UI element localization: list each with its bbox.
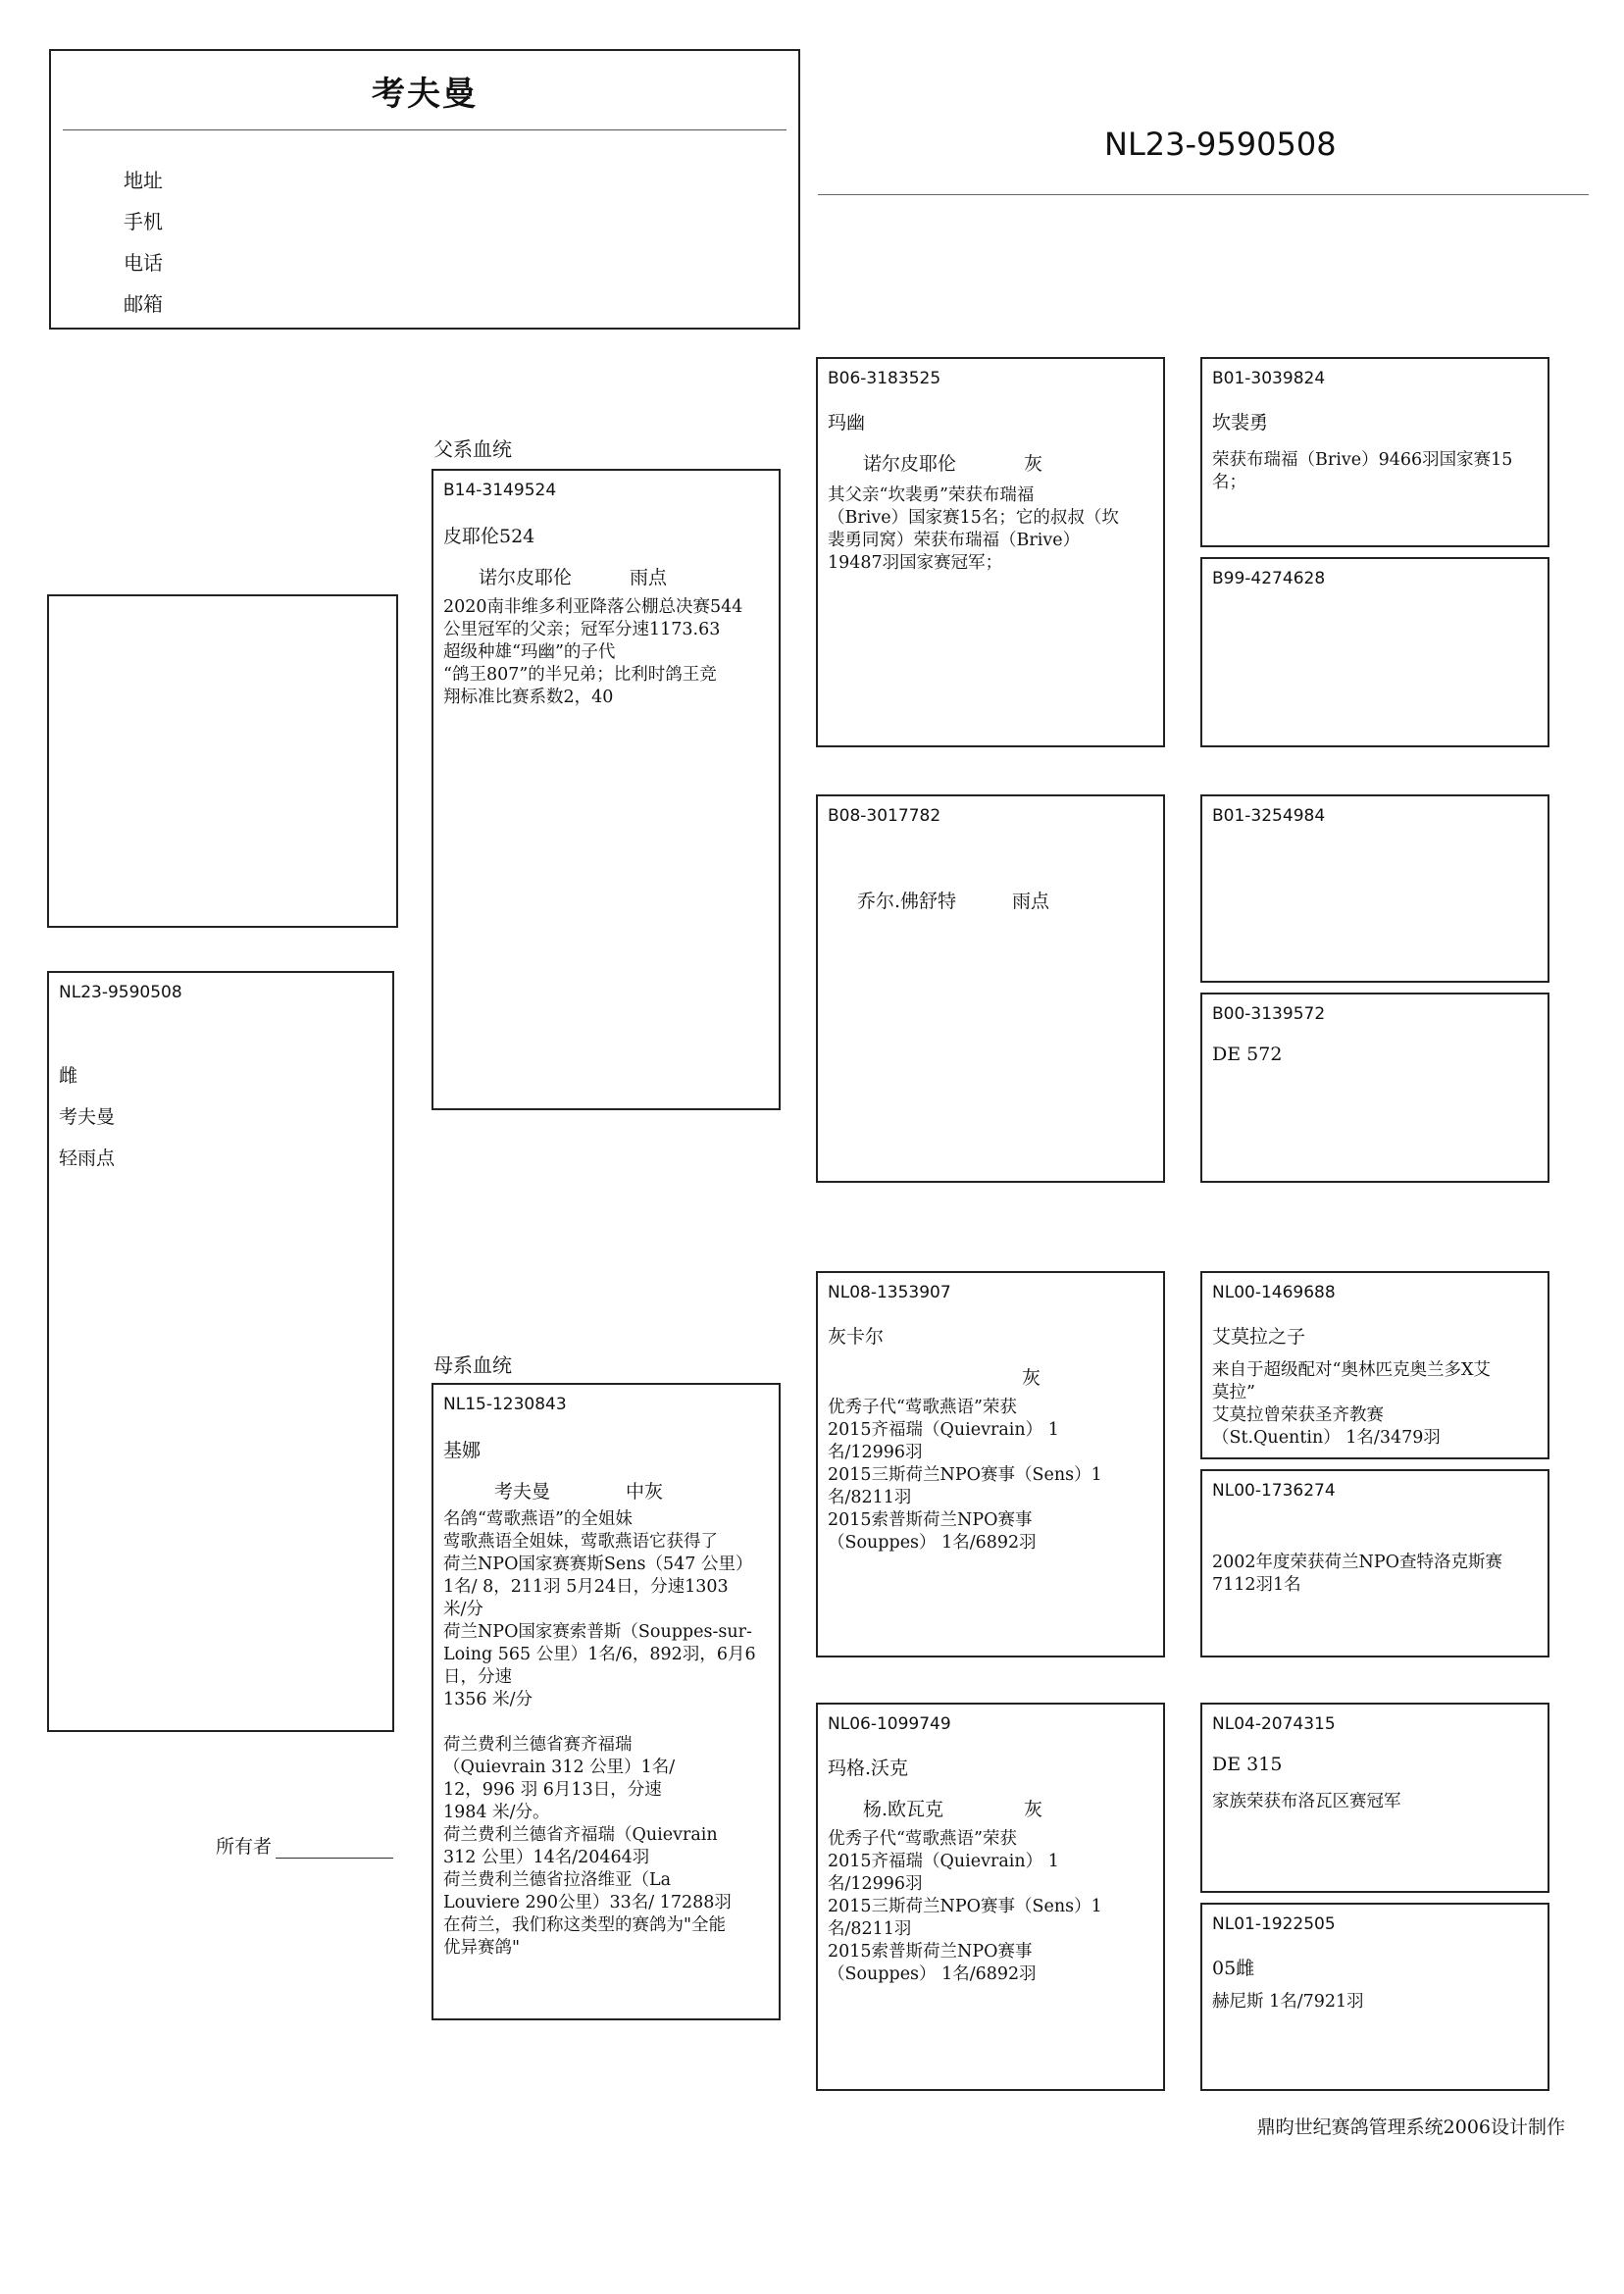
phone-label: 电话: [124, 251, 163, 275]
subject-box: [47, 971, 394, 1732]
dam-dam-color: 灰: [1024, 1799, 1043, 1820]
owner-signature-line: [276, 1840, 393, 1859]
sire-sire-box: [816, 357, 1165, 747]
owner-label: 所有者: [216, 1836, 273, 1858]
ddd-name: 05雌: [1212, 1958, 1255, 1979]
ddd-description: 赫尼斯 1名/7921羽: [1212, 1992, 1364, 2012]
dam-dam-description: 优秀子代“莺歌燕语”荣获 2015齐福瑞（Quievrain） 1 名/12996羽 2015三斯荷兰NPO赛事（Sens）1 名/8211羽 2015索普斯荷兰NPO赛事 （Souppes） 1名/6892羽: [828, 1829, 1102, 1984]
sire-dam-ring: B08-3017782: [828, 806, 941, 826]
divider: [63, 129, 787, 130]
subject-ring: NL23-9590508: [59, 983, 182, 1002]
ssd-ring: B99-4274628: [1212, 569, 1326, 588]
dds-box: [1200, 1703, 1549, 1893]
dam-description: 名鸽“莺歌燕语”的全姐妹 莺歌燕语全姐妹，莺歌燕语它获得了 荷兰NPO国家赛赛斯Sens（547 公里） 1名/ 8，211羽 5月24日，分速1303 米/分 荷兰NPO国家赛索普斯（Souppes-sur- Loing 565 公里）1名/6，892羽，6月6 日，分速 1356 米/分 荷兰费利兰德省赛齐福瑞 （Quievrain 312 公里）1名/ 12，996 羽 6月13日，分速 1984 米/分。 荷兰费利兰德省齐福瑞（Quievrain 312 公里）14名/20464羽 荷兰费利兰德省拉洛维亚（La Louviere 290公里）33名/ 17288羽 在荷兰，我们称这类型的赛鸽为"全能 优异赛鸽": [443, 1509, 756, 1958]
sire-color: 雨点: [630, 567, 668, 588]
mobile-label: 手机: [124, 210, 163, 233]
ddd-box: [1200, 1903, 1549, 2091]
sdd-ring: B00-3139572: [1212, 1004, 1326, 1024]
dss-box: [1200, 1271, 1549, 1459]
ddd-ring: NL01-1922505: [1212, 1914, 1336, 1934]
sire-dam-color: 雨点: [1012, 891, 1050, 912]
sdd-name: DE 572: [1212, 1044, 1283, 1065]
dam-name: 基娜: [443, 1440, 482, 1461]
sss-ring: B01-3039824: [1212, 369, 1326, 388]
dam-box: [431, 1383, 781, 2020]
sire-lineage-label: 父系血统: [433, 437, 512, 461]
dam-sire-description: 优秀子代“莺歌燕语”荣获 2015齐福瑞（Quievrain） 1 名/12996羽 2015三斯荷兰NPO赛事（Sens）1 名/8211羽 2015索普斯荷兰NPO赛事 （Souppes） 1名/6892羽: [828, 1398, 1102, 1553]
sire-dam-box: [816, 794, 1165, 1183]
sire-sire-name: 玛幽: [828, 412, 866, 433]
sss-box: [1200, 357, 1549, 547]
sire-breeder: 诺尔皮耶伦: [479, 567, 573, 588]
sds-box: [1200, 794, 1549, 983]
dam-dam-name: 玛格.沃克: [828, 1758, 909, 1779]
dss-ring: NL00-1469688: [1212, 1283, 1336, 1302]
photo-box: [47, 594, 398, 928]
sire-sire-description: 其父亲“坎裴勇”荣获布瑞福 （Brive）国家赛15名；它的叔叔（坎 裴勇同窝）荣获布瑞福（Brive） 19487羽国家赛冠军；: [828, 485, 1119, 573]
dds-description: 家族荣获布洛瓦区赛冠军: [1212, 1792, 1401, 1811]
sire-box: [431, 469, 781, 1110]
ssd-box: [1200, 557, 1549, 747]
dam-breeder: 考夫曼: [494, 1481, 551, 1503]
dam-sire-color: 灰: [1022, 1367, 1041, 1389]
sire-sire-breeder: 诺尔皮耶伦: [863, 453, 957, 475]
sire-sire-ring: B06-3183525: [828, 369, 941, 388]
dss-name: 艾莫拉之子: [1212, 1326, 1306, 1348]
sire-sire-color: 灰: [1024, 453, 1043, 475]
sss-name: 坎裴勇: [1212, 412, 1269, 433]
owner-signature: [216, 1832, 393, 1859]
dds-name: DE 315: [1212, 1754, 1283, 1775]
dam-lineage-label: 母系血统: [433, 1353, 512, 1377]
sdd-box: [1200, 993, 1549, 1183]
dam-ring: NL15-1230843: [443, 1395, 567, 1414]
divider: [818, 194, 1589, 195]
subject-sex: 雌: [59, 1065, 78, 1087]
dam-color: 中灰: [626, 1481, 664, 1503]
dam-sire-box: [816, 1271, 1165, 1657]
dsd-description: 2002年度荣获荷兰NPO查特洛克斯赛 7112羽1名: [1212, 1553, 1502, 1595]
dam-sire-ring: NL08-1353907: [828, 1283, 951, 1302]
sire-ring: B14-3149524: [443, 481, 557, 500]
main-ring-number: NL23-9590508: [1104, 126, 1337, 163]
dam-dam-breeder: 杨.欧瓦克: [863, 1799, 944, 1820]
dsd-box: [1200, 1469, 1549, 1657]
email-label: 邮箱: [124, 292, 163, 316]
sire-name: 皮耶伦524: [443, 526, 535, 547]
sss-description: 荣获布瑞福（Brive）9466羽国家赛15 名；: [1212, 450, 1513, 492]
dam-sire-name: 灰卡尔: [828, 1326, 885, 1348]
dam-dam-box: [816, 1703, 1165, 2091]
dam-dam-ring: NL06-1099749: [828, 1714, 951, 1734]
dds-ring: NL04-2074315: [1212, 1714, 1336, 1734]
sire-dam-breeder: 乔尔.佛舒特: [857, 891, 957, 912]
dsd-ring: NL00-1736274: [1212, 1481, 1336, 1501]
owner-name: 考夫曼: [372, 75, 478, 114]
sire-description: 2020南非维多利亚降落公棚总决赛544 公里冠军的父亲；冠军分速1173.63 超级种雄“玛幽”的子代 “鸽王807”的半兄弟；比利时鸽王竞 翔标准比赛系数2，40: [443, 597, 743, 707]
address-label: 地址: [124, 169, 163, 192]
subject-color: 轻雨点: [59, 1147, 116, 1169]
dss-description: 来自于超级配对“奥林匹克奥兰多X艾 莫拉” 艾莫拉曾荣获圣齐教赛 （St.Quentin） 1名/3479羽: [1212, 1360, 1491, 1448]
footer-credit: 鼎昀世纪赛鸽管理系统2006设计制作: [1256, 2116, 1565, 2138]
sds-ring: B01-3254984: [1212, 806, 1326, 826]
subject-breeder: 考夫曼: [59, 1106, 116, 1128]
owner-info-box: [49, 49, 800, 330]
